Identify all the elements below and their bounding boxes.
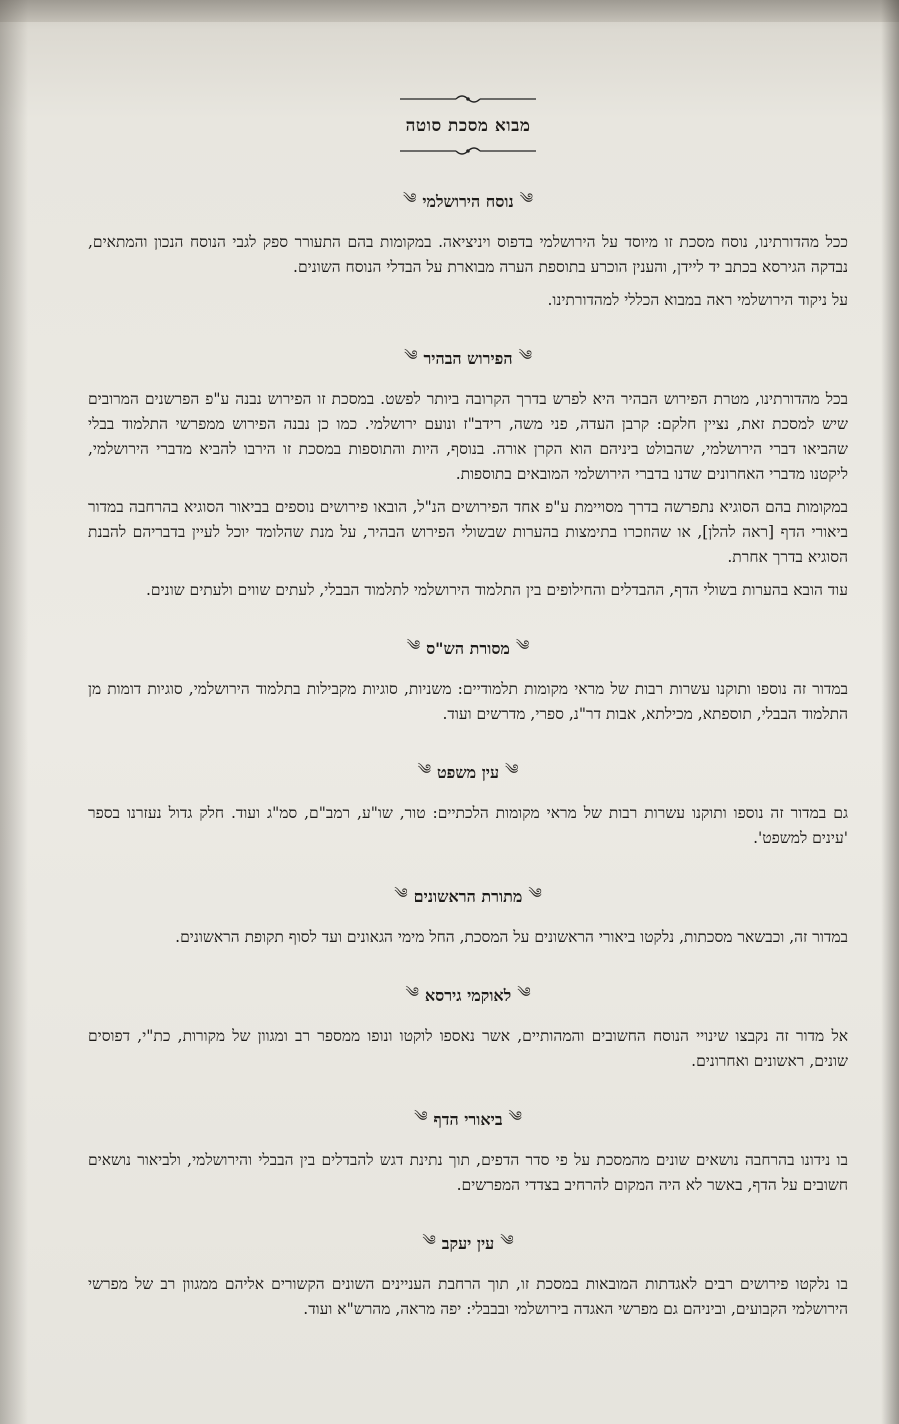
paragraph: גם במדור זה נוספו ותוקנו עשרות רבות של מראי מקומות הלכתיים: טור, שו"ע, רמב"ם, סמ"ג ועוד. חלק גדול נעזרנו בספר 'עינים למשפט'. — [88, 804, 848, 847]
paragraph: במדור זה, וכבשאר מסכתות, נלקטו ביאורי הראשונים על המסכת, החל מימי הגאונים ועד לסוף תקופת הראשונים. — [175, 928, 848, 946]
section-biurei-hadaf — [88, 1100, 848, 1198]
section-heading — [88, 1100, 848, 1140]
section-heading — [88, 339, 848, 379]
flourish-ornament-icon: ༄ — [505, 762, 519, 778]
paragraph: בו נלקטו פירושים רבים לאגדתות המובאות במסכת זו, תוך הרחבת העניינים השונים הקשורים אליהם ממגוון רב של מפרשי הירושלמי הקבועים, וביניהם גם מפרשי האגדה בירושלמי ובבבלי: יפה מראה, מהרש"א ועוד. — [88, 1275, 848, 1318]
flourish-ornament-icon: ༄ — [394, 886, 408, 902]
section-heading — [88, 629, 848, 669]
page-content — [88, 92, 848, 1348]
section-heading-text: הפירוש הבהיר — [423, 349, 513, 368]
flourish-ornament-icon: ༄ — [515, 638, 530, 654]
section-heading-text: נוסח הירושלמי — [422, 192, 514, 211]
decorative-rule-bottom — [398, 144, 538, 158]
section-heading-text: עין יעקב — [441, 1234, 495, 1253]
section-heading-text: מתורת הראשונים — [413, 887, 523, 906]
section-leukmei-girsa — [88, 976, 848, 1074]
section-peirush-habahir — [88, 339, 848, 603]
flourish-ornament-icon: ༄ — [528, 886, 542, 902]
section-ein-yaakov — [88, 1224, 848, 1322]
page-top-edge — [0, 0, 899, 22]
section-heading — [88, 877, 848, 917]
section-heading-text: לאוקמי גירסא — [424, 986, 512, 1005]
flourish-ornament-icon: ༄ — [405, 985, 419, 1001]
section-mitorat-harishonim — [88, 877, 848, 950]
section-mesoret-hashas — [88, 629, 848, 727]
flourish-ornament-icon: ༄ — [518, 348, 532, 364]
flourish-ornament-icon: ༄ — [414, 1109, 428, 1125]
section-heading — [88, 976, 848, 1016]
flourish-ornament-icon: ༄ — [404, 348, 418, 364]
paragraph: במקומות בהם הסוגיא נתפרשה בדרך מסויימת ע"פ אחד הפירושים הנ"ל, הובאו פירושים נוספים בביאור הסוגיא בהרחבה במדור ביאורי הדף [ראה להלן], או שהוזכרו בתימצות בהערות שבשולי הפירוש הבהיר, על מנת שהלומד יוכל לעיין בדבריהם להבנת הסוגיא בדרך אחרת. — [88, 498, 848, 566]
section-heading — [88, 182, 848, 222]
section-heading — [88, 1224, 848, 1264]
flourish-ornament-icon: ༄ — [508, 1109, 522, 1125]
binding-shadow — [0, 0, 28, 1424]
flourish-ornament-icon: ༄ — [417, 762, 431, 778]
section-heading — [88, 753, 848, 793]
paragraph: על ניקוד הירושלמי ראה במבוא הכללי למהדורתינו. — [547, 291, 848, 309]
flourish-ornament-icon: ༄ — [519, 191, 534, 207]
section-heading-text: ביאורי הדף — [433, 1110, 503, 1129]
flourish-ornament-icon: ༄ — [500, 1233, 514, 1249]
section-nusach-yerushalmi — [88, 182, 848, 313]
section-heading-text: מסורת הש"ס — [426, 639, 510, 658]
section-heading-text: עין משפט — [436, 763, 500, 782]
flourish-ornament-icon: ༄ — [422, 1233, 436, 1249]
page-title: מבוא מסכת סוטה — [405, 116, 531, 136]
paragraph: אל מדור זה נקבצו שינויי הנוסח החשובים והמהותיים, אשר נאספו לוקטו ונופו ממספר רב ומגוון של מקורות, כת"י, דפוסים שונים, ראשונים ואחרונים. — [88, 1027, 848, 1070]
paragraph: ככל מהדורתינו, נוסח מסכת זו מיוסד על הירושלמי בדפוס ויניציאה. במקומות בהם התעורר ספק לגבי הנוסח הנכון והמתאים, נבדקה הגירסא בכתב יד ליידן, והענין הוכרע בתוספת הערה מבוארת על הבדלי הנוסח השונים. — [88, 233, 848, 276]
section-ein-mishpat — [88, 753, 848, 851]
paragraph: עוד הובא בהערות בשולי הדף, ההבדלים והחילופים בין התלמוד הירושלמי לתלמוד הבבלי, לעתים שווים ולעתים שונים. — [145, 581, 848, 599]
paragraph: בכל מהדורתינו, מטרת הפירוש הבהיר היא לפרש בדרך הקרובה ביותר לפשט. במסכת זו הפירוש נבנה ע"פ הפרשנים המרובים שיש למסכת זאת, נציין חלקם: קרבן העדה, פני משה, רידב"ז ונועם ירושלמי. כמו כן נבנה הפירוש ממפרשי התלמוד בבלי שהביאו דברי הירושלמי, שהבולט ביניהם הוא הקרן אורה. בנוסף, היות והתוספות במסכת זו הירבו להביא מדברי הירושלמי, ליקטנו מדברי האחרונים שדנו בדברי הירושלמי המובאים בתוספות. — [88, 390, 848, 483]
flourish-ornament-icon: ༄ — [406, 638, 421, 654]
flourish-ornament-icon: ༄ — [402, 191, 417, 207]
flourish-ornament-icon: ༄ — [517, 985, 531, 1001]
page-edge-shadow — [881, 0, 899, 1424]
decorative-rule-top — [398, 92, 538, 106]
paragraph: במדור זה נוספו ותוקנו עשרות רבות של מראי מקומות תלמודיים: משניות, סוגיות מקבילות בתלמוד הירושלמי, סוגיות דומות מן התלמוד הבבלי, תוספתא, מכילתא, אבות דר"נ, ספרי, מדרשים ועוד. — [88, 680, 848, 723]
title-block — [88, 92, 848, 158]
paragraph: בו נידונו בהרחבה נושאים שונים מהמסכת על פי סדר הדפים, תוך נתינת דגש להבדלים בין הבבלי והירושלמי, ולביאור נושאים חשובים על הדף, באשר לא היה המקום להרחיב בצדדי המפרשים. — [88, 1151, 848, 1194]
